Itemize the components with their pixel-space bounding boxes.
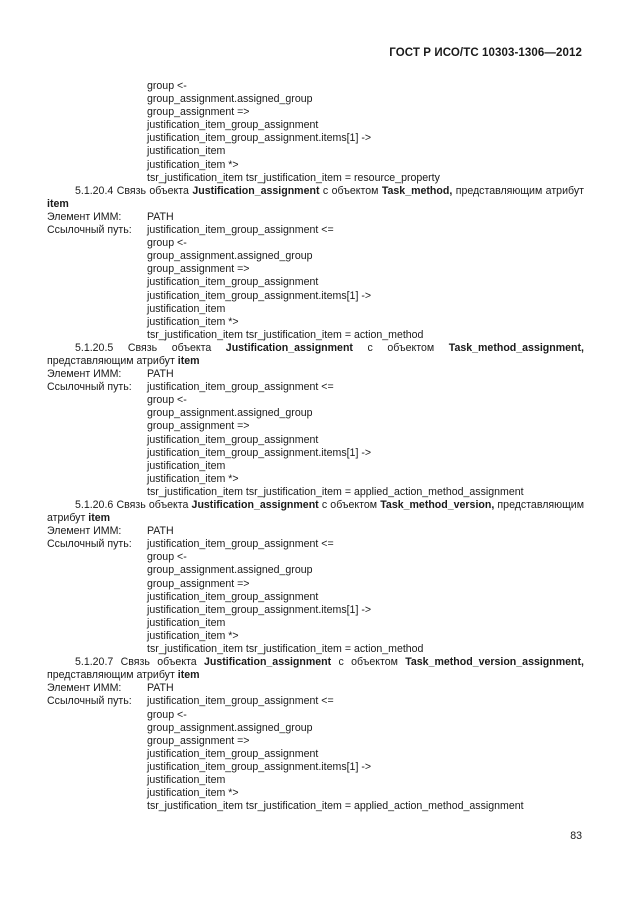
path-line: tsr_justification_item tsr_justification_item = action_method — [147, 643, 424, 656]
element-label: Элемент ИММ: — [47, 368, 122, 381]
path-block — [47, 80, 584, 185]
path-line: justification_item_group_assignment — [147, 747, 319, 760]
section-5-1-20-5 — [47, 342, 584, 499]
path-line: justification_item_group_assignment.items[1] -> — [147, 132, 372, 145]
ref-path-label: Ссылочный путь: — [47, 538, 132, 551]
path-line: group <- — [147, 394, 187, 407]
heading-text: с объектом — [319, 184, 382, 197]
path-line: group_assignment => — [147, 577, 250, 590]
path-line: justification_item *> — [147, 158, 239, 171]
heading-text: Связь объекта — [113, 184, 193, 197]
target-entity-name: Task_method, — [381, 184, 453, 197]
ref-path-row — [47, 224, 584, 237]
heading-text: Связь объекта — [113, 341, 226, 354]
section-5-1-20-4 — [47, 185, 584, 342]
attribute-name: item — [88, 512, 111, 525]
path-line: justification_item_group_assignment <= — [147, 538, 334, 551]
path-line: group_assignment => — [147, 106, 250, 119]
heading-text: Связь объекта — [113, 656, 205, 669]
target-entity-name: Task_method_version, — [380, 499, 495, 511]
path-line: justification_item — [147, 459, 226, 472]
path-line: group_assignment.assigned_group — [147, 564, 313, 577]
ref-path-row — [47, 538, 584, 551]
ref-path-label: Ссылочный путь: — [47, 381, 132, 394]
page-number: 83 — [570, 830, 582, 842]
element-value: PATH — [147, 210, 174, 223]
heading-text: Связь объекта — [113, 499, 192, 511]
path-line: group_assignment => — [147, 263, 250, 276]
path-line: tsr_justification_item tsr_justification_item = resource_property — [147, 171, 440, 184]
document-body — [47, 80, 584, 813]
attribute-name: item — [47, 197, 69, 210]
path-line: group_assignment.assigned_group — [147, 93, 313, 106]
path-line: justification_item_group_assignment <= — [147, 224, 334, 237]
section-5-1-20-7 — [47, 656, 584, 813]
path-line: group_assignment.assigned_group — [147, 721, 313, 734]
path-line: group_assignment.assigned_group — [147, 250, 313, 263]
path-line: justification_item — [147, 616, 226, 629]
path-line: justification_item_group_assignment.items[1] -> — [147, 603, 372, 616]
path-line: justification_item_group_assignment.items[1] -> — [147, 446, 372, 459]
element-row — [47, 368, 584, 381]
path-line: justification_item_group_assignment <= — [147, 695, 334, 708]
attribute-name: item — [177, 354, 200, 367]
entity-name: Justification_assignment — [191, 499, 319, 511]
entity-name: Justification_assignment — [225, 341, 353, 354]
path-line: justification_item — [147, 145, 226, 158]
heading-text: представляющим атрибут — [452, 184, 584, 197]
entity-name: Justification_assignment — [192, 184, 320, 197]
section-heading — [47, 656, 584, 682]
section-heading — [47, 185, 584, 211]
path-line: justification_item_group_assignment.items[1] -> — [147, 760, 372, 773]
entity-name: Justification_assignment — [204, 656, 332, 669]
ref-path-row — [47, 381, 584, 394]
path-line: group <- — [147, 708, 187, 721]
path-line: justification_item_group_assignment — [147, 119, 319, 132]
path-line: tsr_justification_item tsr_justification_item = action_method — [147, 328, 424, 341]
section-number: 5.1.20.5 — [75, 341, 114, 354]
path-line: justification_item_group_assignment — [147, 276, 319, 289]
path-line: group_assignment => — [147, 734, 250, 747]
path-line: tsr_justification_item tsr_justification_item = applied_action_method_assignment — [147, 485, 524, 498]
path-line: tsr_justification_item tsr_justification_item = applied_action_method_assignment — [147, 800, 524, 813]
section-heading — [47, 499, 584, 525]
element-value: PATH — [147, 682, 174, 695]
ref-path-row — [47, 695, 584, 708]
path-line: group_assignment => — [147, 420, 250, 433]
element-label: Элемент ИММ: — [47, 210, 122, 223]
element-label: Элемент ИММ: — [47, 525, 122, 538]
element-row — [47, 211, 584, 224]
element-row — [47, 525, 584, 538]
heading-text: с объектом — [331, 656, 406, 669]
target-entity-name: Task_method_assignment, — [448, 341, 584, 354]
path-line: justification_item *> — [147, 472, 239, 485]
ref-path-label: Ссылочный путь: — [47, 224, 132, 237]
heading-text: представляющим атрибут — [47, 499, 584, 525]
ref-path-label: Ссылочный путь: — [47, 695, 132, 708]
target-entity-name: Task_method_version_assignment, — [405, 656, 584, 669]
element-label: Элемент ИММ: — [47, 682, 122, 695]
attribute-name: item — [177, 669, 200, 682]
element-row — [47, 682, 584, 695]
path-line: justification_item_group_assignment.items[1] -> — [147, 289, 372, 302]
section-5-1-20-6 — [47, 499, 584, 656]
path-line: group <- — [147, 80, 187, 92]
element-value: PATH — [147, 525, 174, 538]
path-line: group <- — [147, 551, 187, 564]
heading-text: с объектом — [318, 499, 381, 511]
section-number: 5.1.20.7 — [75, 656, 114, 669]
section-heading — [47, 342, 584, 368]
path-line: justification_item — [147, 773, 226, 786]
section-number: 5.1.20.4 — [75, 184, 114, 197]
path-line: justification_item *> — [147, 629, 239, 642]
path-line: justification_item_group_assignment — [147, 433, 319, 446]
path-line: group_assignment.assigned_group — [147, 407, 313, 420]
heading-text: с объектом — [352, 341, 449, 354]
path-line: justification_item — [147, 302, 226, 315]
path-line: justification_item_group_assignment — [147, 590, 319, 603]
section-number: 5.1.20.6 — [75, 499, 114, 511]
path-line: justification_item *> — [147, 787, 239, 800]
path-line: group <- — [147, 237, 187, 250]
path-line: justification_item *> — [147, 315, 239, 328]
heading-text: представляющим атрибут — [47, 354, 178, 367]
element-value: PATH — [147, 368, 174, 381]
heading-text: представляющим атрибут — [47, 669, 178, 682]
path-line: justification_item_group_assignment <= — [147, 381, 334, 394]
page-header: ГОСТ Р ИСО/ТС 10303-1306—2012 — [389, 47, 582, 59]
